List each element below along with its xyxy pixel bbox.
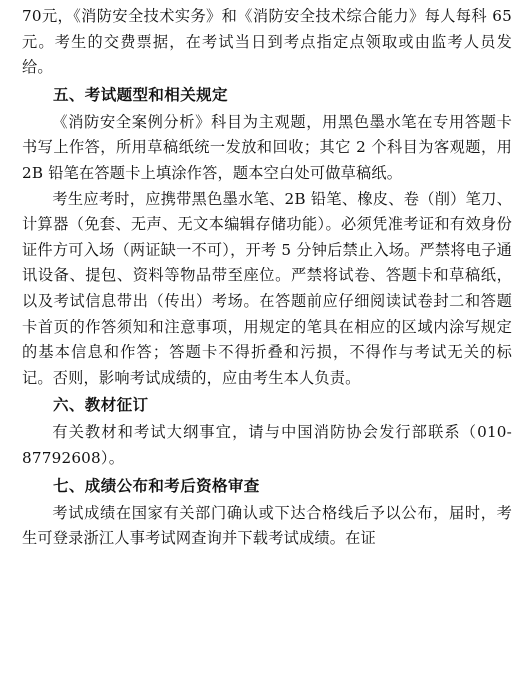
exam-rules-paragraph: 考生应考时，应携带黑色墨水笔、2B 铅笔、橡皮、卷（削）笔刀、计算器（免套、无声、无文本编辑存储功能）。必须凭准考证和有效身份证件方可入场（两证缺一不可），开考 5 分钟后禁止入场。严禁将电子通讯设备、提包、资料等物品带至座位。严禁将试卷、答题卡和草稿纸，以及考试信息带出（传出）考场。在答题前应仔细阅读试卷封二和答题卡首页的作答须知和注意事项，用规定的笔具在相应的区域内涂写规定的基本信息和作答；答题卡不得折叠和污损，不得作与考试无关的标记。否则，影响考试成绩的，应由考生本人负责。 [22,189,512,387]
section-6-heading: 六、教材征订 [53,396,149,415]
results-paragraph: 考试成绩在国家有关部门确认或下达合格线后予以公布，届时，考生可登录浙江人事考试网查询并下载考试成绩。在证 [22,503,512,548]
fee-paragraph: 70元，《消防安全技术实务》和《消防安全技术综合能力》每人每科 65 元。考生的交费票据，在考试当日到考点指定点领取或由监考人员发给。 [22,7,512,77]
section-7-heading: 七、成绩公布和考后资格审查 [53,476,260,495]
section-5-heading: 五、考试题型和相关规定 [53,85,228,104]
exam-format-paragraph: 《消防安全案例分析》科目为主观题，用黑色墨水笔在专用答题卡书写上作答，所用草稿纸统一发放和回收；其它 2 个科目为客观题，用 2B 铅笔在答题卡上填涂作答，题本空白处可做草稿纸。 [22,112,512,182]
textbook-paragraph: 有关教材和考试大纲事宜，请与中国消防协会发行部联系（010-87792608）。 [22,423,512,467]
